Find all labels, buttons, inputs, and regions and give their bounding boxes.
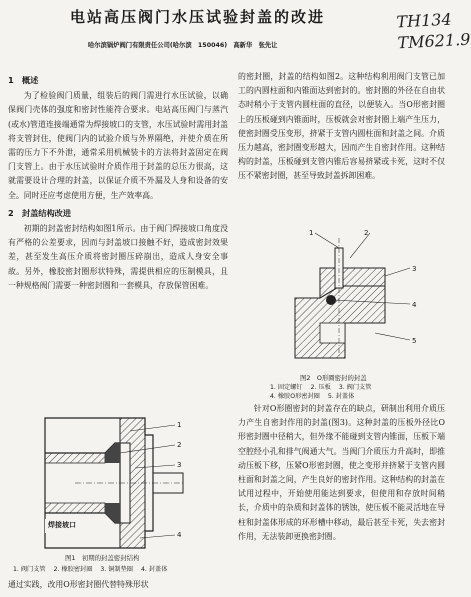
right-column xyxy=(238,70,445,184)
classification-code-1: TH134 xyxy=(395,9,453,32)
fig1-weld-label: 焊接坡口 xyxy=(48,521,76,529)
byline: 哈尔滨锅炉阀门有限责任公司(哈尔滨 150046) 高新华 张先让 xyxy=(88,42,278,49)
fig1-callout-1: 1 xyxy=(177,421,182,429)
right-top-paragraph: 的密封圈，封盖的结构如图2。这种结构利用阀门支管已加工的内圆柱面和内锥面达到密封的。密封圈的外径在自由状态时稍小于支管内圆柱面的直径，以便装入。当O形密封圈上的压板碰到内锥面时，压板就会对密封圈上端产生压力，使密封圈受压变形，挤紧于支管内圆柱面和封盖之间。介质压力越高，密封圈变形越大，因而产生自密封作用。这种结构的封盖，压板碰到支管内锥后容易挤紧或卡死，这时不仅压不紧密封圈，甚至导致封盖拆卸困难。 xyxy=(238,72,445,181)
left-column xyxy=(8,70,228,293)
figure2-legend-line2 xyxy=(270,391,360,400)
figure2-drawing xyxy=(275,228,425,368)
figure1-legend-item: 3. 铜制垫圈 xyxy=(100,566,133,573)
classification-code-2: TM621.9 xyxy=(397,29,471,53)
figure1-drawing xyxy=(35,413,200,553)
figure2-legend-item: 5. 封盖体 xyxy=(327,393,355,400)
right-bottom-paragraph: 针对O形圈密封的封盖存在的缺点，研制出利用介质压力产生自密封作用的封盖(图3)。这种封盖的压板外径比O形密封圈中径稍大，但外缘不能碰到支管内锥面，压板下端空腔经小孔和排气阀通大气。当阀门介质压力升高时，即推动压板下移，压紧O形密封圈，使之变形并挤紧于支管内圆柱面和封盖之间，产生良好的密封作用。这种结构的封盖在试用过程中，开始使用能达到要求，但使用和存放时间稍长，介质中的杂质和封盖体的锈蚀，使压板不能灵活地在导柱和封盖体形成的环形槽中移动，最后甚至卡死，失去密封作用，无法装卸更换密封圈。 xyxy=(238,404,445,541)
improvement-paragraph: 初期的封盖密封结构如图1所示。由于阀门焊接坡口角度没有严格的公差要求，因而与封盖坡口接触不好，造成密封效果差，甚至发生高压介质将密封圈压碎崩出，造成人身安全事故。另外，橡胶密封圈形状特殊，需提供相应的压制模具，且一种规格阀门需要一种密封圈和一套模具，存放保管困难。 xyxy=(8,224,228,290)
figure2-legend-item: 2. 压板 xyxy=(310,384,331,391)
right-column-bottom xyxy=(238,402,445,544)
figure1-legend-item: 1. 阀门支管 xyxy=(13,566,46,573)
fig2-callout-3: 3 xyxy=(412,265,417,273)
fig1-callout-4: 4 xyxy=(177,531,182,539)
fig2-callout-1: 1 xyxy=(309,229,314,237)
left-bottom-paragraph: 通过实践，改用O形密封圈代替特殊形状 xyxy=(8,580,149,589)
improvement-heading: 2 封盖结构改进 xyxy=(8,207,72,218)
figure2-legend-item: 3. 阀门支管 xyxy=(338,384,372,391)
article-title: 电站高压阀门水压试验封盖的改进 xyxy=(70,8,326,26)
figure2-legend-item: 4. 橡胶O形密封圈 xyxy=(270,393,320,400)
fig1-callout-2: 2 xyxy=(177,441,182,449)
fig2-callout-4: 4 xyxy=(412,301,417,309)
figure2-legend-item: 1. 固定螺钉 xyxy=(270,384,303,391)
handwritten-classification xyxy=(395,9,471,54)
figure1-legend xyxy=(13,564,173,573)
figure1-legend-item: 4. 封盖体 xyxy=(140,566,168,573)
left-column-bottom xyxy=(8,578,228,592)
overview-heading: 1 概述 xyxy=(8,75,39,85)
figure1-caption: 图1 初期的封盖密封结构 xyxy=(65,554,140,562)
figure2-legend-line1 xyxy=(270,382,377,391)
fig1-callout-3: 3 xyxy=(177,461,182,469)
figure1-legend-item: 2. 橡胶密封圈 xyxy=(53,566,93,573)
fig2-callout-5: 5 xyxy=(412,337,417,345)
figure2-caption: 图2 O形圈密封的封盖 xyxy=(300,374,367,382)
overview-paragraph: 为了检验阀门质量，组装后的阀门需进行水压试验，以确保阀门壳体的强度和密封性能符合要求。电站高压阀门与蒸汽(或水)管道连接端通常为焊接坡口的支管，水压试验时需用封盖将支管封住，使阀门内的试验介质与外界隔绝，并使介质在所需的压力下不外泄，通常采用机械装卡的方法将封盖固定在阀门支管上。由于水压试验时介质作用于封盖的总压力很高，这就需要设计合理的封盖，以保证介质不外漏及人身和设备的安全。同时还应考虑使用方便，生产效率高。 xyxy=(8,91,228,200)
fig2-callout-2: 2 xyxy=(364,229,369,237)
